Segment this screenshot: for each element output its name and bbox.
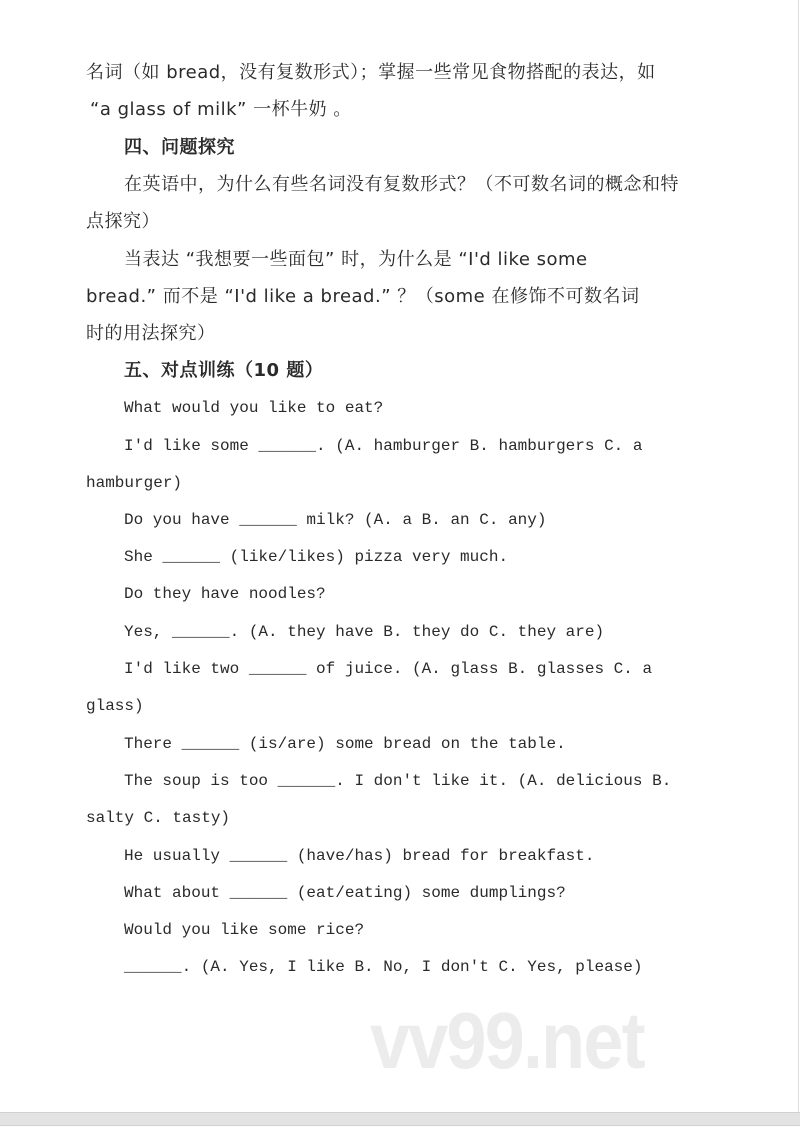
question-line: The soup is too ______. I don't like it. (A. delicious B. [124,772,672,790]
question-line: Do you have ______ milk? (A. a B. an C. any) [124,511,547,529]
text-line: bread.” 而不是 “I'd like a bread.” ？（some 在修饰不可数名词 [86,286,640,307]
question-line: She ______ (like/likes) pizza very much. [124,548,509,566]
question-line: salty C. tasty) [86,809,231,827]
question-line: Would you like some rice? [124,921,365,939]
text-line: 在英语中，为什么有些名词没有复数形式？（不可数名词的概念和特 [124,174,679,195]
question-line: ______. (A. Yes, I like B. No, I don't C. Yes, please) [124,958,643,976]
question-line: Yes, ______. (A. they have B. they do C. they are) [124,623,605,641]
text-line: 当表达 “我想要一些面包” 时，为什么是 “I'd like some [124,249,588,270]
question-line: Do they have noodles? [124,585,326,603]
question-line: glass) [86,697,144,715]
section-heading: 五、对点训练（10 题） [124,360,324,381]
question-line: I'd like two ______ of juice. (A. glass B. glasses C. a [124,660,653,678]
page-separator [0,1112,800,1126]
question-line: There ______ (is/are) some bread on the table. [124,735,566,753]
question-line: He usually ______ (have/has) bread for breakfast. [124,847,595,865]
watermark: vv99.net [370,996,644,1085]
question-line: I'd like some ______. (A. hamburger B. hamburgers C. a [124,437,643,455]
question-line: What would you like to eat? [124,399,384,417]
section-heading: 四、问题探究 [124,137,235,158]
text-line: 点探究） [86,211,160,232]
text-line: 名词（如 bread，没有复数形式）；掌握一些常见食物搭配的表达，如 [86,62,656,83]
text-line: 时的用法探究） [86,323,216,344]
question-line: hamburger) [86,474,183,492]
question-line: What about ______ (eat/eating) some dumplings? [124,884,566,902]
text-line: “a glass of milk” 一杯牛奶 。 [90,99,352,120]
